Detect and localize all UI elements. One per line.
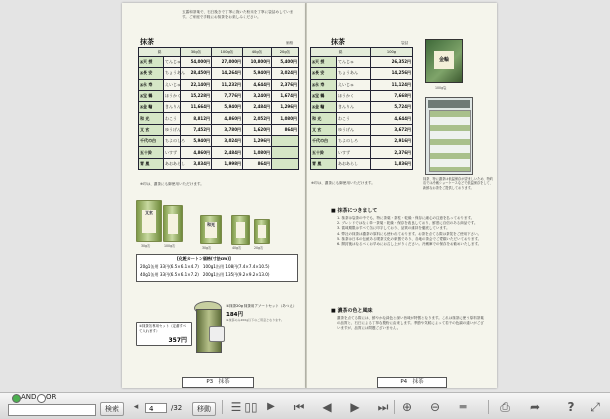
page4-table-note: ※印は、濃茶にも御使用いただけます。 [311,181,375,185]
price-cell: 22,140円 [181,79,212,90]
page3-price-table [138,47,299,170]
price-cell [272,147,299,158]
tea-yomi: きんりん [164,102,181,113]
set-left-label: ①抹茶缶専用セット（定番すべて入れます） [139,324,187,333]
table-row [311,102,413,113]
toolbar-separator [222,400,223,414]
tea-name [139,79,164,90]
header-cell: 100g [371,48,413,57]
koicha-mark: 茶 [140,71,144,76]
tea-name [139,147,164,158]
tea-name-text: 又 玄 [140,126,150,132]
can-label [168,214,178,234]
table-row [139,90,299,101]
zoom-in-icon[interactable]: ⊕ [401,400,413,414]
tea-name [311,57,337,68]
prev-spread-icon[interactable]: ◀ [322,400,332,414]
price-cell: 1,080円 [272,113,299,124]
price-cell: 7,776円 [212,90,243,101]
price-cell: 3,672円 [371,124,413,135]
koicha-mark: 茶 [312,94,316,99]
toc-icon[interactable]: ☰ [230,400,242,414]
price-cell: 3,024円 [212,136,243,147]
table-row [139,158,299,169]
price-cell: 4,860円 [181,147,212,158]
tea-yomi: ほうかく [164,90,181,101]
price-cell: 2,376円 [371,147,413,158]
tea-can-image [163,205,183,242]
tea-name [311,68,337,79]
tea-can-image [200,215,222,244]
tea-name [139,124,164,135]
zoom-slider-icon[interactable]: ▬ [458,402,468,412]
tea-yomi: ゆうげん [164,124,181,135]
page4-unit-note: 袋詰 [401,41,409,45]
table-row [139,136,299,147]
tea-name [311,79,337,90]
tea-name-text: 永 寿 [143,81,153,87]
price-cell: 3,834円 [181,158,212,169]
tea-yomi: てんじゅ [164,57,181,68]
price-cell: 1,620円 [243,124,272,135]
page4-title: 抹茶 [331,38,345,46]
price-cell: 3,780円 [212,124,243,135]
tea-name [139,113,164,124]
page3-title: 抹茶 [140,38,154,46]
section1-item: 5. 抹茶は日本の伝統ある喫茶文化の象徴であり、各地の茶会でご愛顧いただいております。 [337,236,482,241]
and-label: AND [21,393,37,401]
tea-name-text: 青 嵐 [312,160,322,166]
koicha-mark: 茶 [312,60,316,65]
fridge-top [428,100,470,108]
price-cell: 2,484円 [212,147,243,158]
table-row [311,158,413,169]
fridge-shelves [429,110,471,172]
section1-item: 4. 弊社の抹茶は濃茶の原料にも使われております。お茶を点てる際は茶筅をご使用下さい。 [337,231,482,236]
price-cell: 864円 [272,124,299,135]
tea-name-text: 和 光 [312,115,322,121]
tea-yomi: わこう [337,113,371,124]
table-row [311,113,413,124]
price-cell: 10,800円 [243,57,272,68]
tea-name [139,102,164,113]
page4-footer-label: P4 抹茶 [377,377,447,388]
set-tin-image [209,326,225,342]
price-cell: 864円 [243,158,272,169]
table-row [139,79,299,90]
tea-name-text: 金 輪 [315,104,325,110]
can-label [236,222,246,238]
koicha-mark: 茶 [312,82,316,87]
tea-yomi: ゆうげん [337,124,371,135]
table-row [311,147,413,158]
section1-item: 3. 賞味期限はすべて缶に印字しており、品質の維持を徹底しています。 [337,226,450,231]
price-cell: 14,264円 [212,68,243,79]
tea-yomi: あおあらし [337,158,371,169]
section1-list [337,216,489,247]
tea-name-text: 天 授 [315,59,325,65]
tea-yomi: きんりん [337,102,371,113]
tea-can-image [136,200,162,242]
price-cell: 7,668円 [371,90,413,101]
koicha-mark: 茶 [312,105,316,110]
can-caption: 30g缶 [202,246,212,250]
set-right-label: ①抹茶20g 抹茶用アソートセット（あつえ） [226,304,297,308]
tea-name-text: 金 輪 [143,104,153,110]
tea-yomi: ほうかく [337,90,371,101]
tea-name-text: 青 嵐 [140,160,150,166]
table-row [311,57,413,68]
price-cell: 5,940円 [243,68,272,79]
set-right-price: 184円 [226,311,243,318]
price-cell: 1,674円 [272,90,299,101]
price-cell: 5,940円 [212,102,243,113]
toolbar-separator [488,400,489,414]
price-cell: 54,000円 [181,57,212,68]
last-page-icon[interactable]: ⏭ [377,400,389,414]
page3-intro: 玉露和茶葉で、石臼挽きで丁寧に挽いた粉末を丁寧に袋詰めしています。ご家庭で手軽にお抹茶をお楽しみください。 [182,10,294,19]
page4-price-table [310,47,413,170]
section1-title: ■ 抹茶につきまして [331,208,378,214]
tea-yomi: ちよのしろ [164,136,181,147]
set-right-info [226,304,302,322]
tea-name-text: 宝 鶴 [143,93,153,99]
prev-page-icon[interactable]: ◂ [133,402,139,412]
price-cell: 5,940円 [181,136,212,147]
table-row [139,147,299,158]
page3-unit-note: 価格 [286,41,294,45]
showcase-fridge-image [425,97,473,175]
header-cell: 20g缶 [272,48,299,57]
page-number-input[interactable]: 4 [145,403,167,413]
carton-row: 20g1缶用 33円(6.5×6.1×4.7) 100g1缶用 108円(7.4×7.4×10.5) [140,264,270,269]
koicha-mark: 茶 [140,82,144,87]
header-cell: 銘 [311,48,371,57]
go-button[interactable]: 移動 [192,402,216,416]
set-right-note: ※抹茶のみ200g以下のご用意となります。 [226,317,284,322]
tea-yomi: あおあらし [164,158,181,169]
koicha-mark: 茶 [312,71,316,76]
tea-yomi: いすず [164,147,181,158]
tea-name-text: 長 安 [143,70,153,76]
fullscreen-icon[interactable]: ⤢ [590,400,600,414]
tea-yomi: ちょうあん [164,68,181,79]
header-cell: 100g缶 [212,48,243,57]
section1-item: 1. 抹茶は袋茶の中でも、特に茶葉・茶柱・乾燥・保存に細心の注意を払っております。 [337,216,475,220]
tea-name-text: 永 寿 [315,81,325,87]
table-row [139,57,299,68]
page3-table-note: ※印は、濃茶にも御使用いただけます。 [140,182,204,186]
tea-name [139,68,164,79]
tea-name-text: 五十鈴 [312,149,324,155]
section2-title: ■ 濃茶の色と風味 [331,308,373,314]
table-row [311,90,413,101]
tea-can-image [231,215,250,245]
table-row [311,68,413,79]
can-label: 又玄 [142,210,155,233]
help-icon[interactable]: ? [567,400,575,414]
price-cell: 1,296円 [243,136,272,147]
tea-name-text: 千代の白 [140,138,156,144]
table-row [139,124,299,135]
table-row [139,113,299,124]
set-left-box [136,322,192,346]
tea-yomi: えいじゅ [164,79,181,90]
and-radio[interactable] [12,394,21,403]
page-total: /32 [171,404,183,412]
price-cell: 1,080円 [243,147,272,158]
tea-name [311,136,337,147]
price-cell: 14,256円 [371,68,413,79]
section1-item: 2. ブレンドではなく単一茶葉・乾燥・保存を改良しており、鮮度に自信のある商品です。 [337,221,478,226]
tea-name [311,124,337,135]
tea-name [139,158,164,169]
tea-yomi: ちよのしろ [337,136,371,147]
price-cell: 11,664円 [181,102,212,113]
tea-name [139,90,164,101]
price-cell: 2,376円 [272,79,299,90]
package-label: 金輪 [434,51,454,69]
page3-footer-label: P3 抹茶 [182,377,254,388]
price-cell: 3,240円 [243,90,272,101]
price-cell: 8,812円 [181,113,212,124]
carton-price-box [136,254,298,282]
price-cell: 2,916円 [371,136,413,147]
tea-name [311,147,337,158]
price-cell: 5,400円 [272,57,299,68]
price-cell: 28,450円 [181,68,212,79]
tea-package-image [425,39,463,83]
tea-name-text: 天 授 [143,59,153,65]
price-cell: 1,296円 [272,102,299,113]
price-cell: 3,024円 [272,68,299,79]
table-row [311,124,413,135]
price-cell: 4,644円 [371,113,413,124]
koicha-mark: 茶 [140,94,144,99]
price-cell: 11,124円 [371,79,413,90]
can-caption: 20g缶 [254,246,264,250]
price-cell: 4,644円 [243,79,272,90]
tea-name-text: 長 安 [315,70,325,76]
tea-name [311,90,337,101]
price-cell [272,158,299,169]
search-button[interactable]: 検索 [100,402,124,416]
share-arrow-icon[interactable]: ➦ [529,400,541,414]
tea-name [311,102,337,113]
page-3 [122,3,306,388]
can-caption: 30g缶 [141,244,151,248]
first-page-icon[interactable]: ⏮ [293,400,305,414]
page-4 [306,3,497,388]
header-cell: 30g缶 [181,48,212,57]
tea-name-text: 五十鈴 [140,149,152,155]
play-icon[interactable]: ▶ [267,401,275,412]
price-cell: 1,836円 [371,158,413,169]
can-caption: 40g缶 [232,246,242,250]
zoom-out-icon[interactable]: ⊖ [429,400,441,414]
tea-name [139,136,164,147]
page3-table-header [139,48,299,57]
tea-name [139,57,164,68]
showcase-caption: 抹茶、特に濃茶は低温保存が望ましいため、特約店では冷蔵ショーケースなどで低温保存をして、新鮮なお茶をご提供しております。 [423,177,493,190]
next-spread-icon[interactable]: ▶ [350,400,360,414]
tea-yomi: いすず [337,147,371,158]
package-caption: 100g袋 [435,86,447,90]
table-row [139,68,299,79]
tea-yomi: ちょうあん [337,68,371,79]
price-cell: 7,452円 [181,124,212,135]
tea-name-text: 千代の白 [312,138,328,144]
price-cell: 5,724円 [371,102,413,113]
or-label: OR [46,393,57,401]
price-cell: 27,000円 [212,57,243,68]
section1-item: 6. 開封後はなるべくお早めにお召し上がりください。冷蔵庫での保存をお勧めいたします。 [337,242,482,247]
price-cell: 15,228円 [181,90,212,101]
set-left-price: 357円 [168,337,187,344]
section2-body: 濃茶を点てる際には、鮮やかな緑色と深い旨味が特徴となります。これは抹茶に使う原料茶葉の品質と、石臼による丁寧な製粉に由来します。季節や気候によって若干の色調の違いがございますが、品質には問題ございません。 [337,316,484,331]
page4-table-header [311,48,413,57]
tea-yomi: てんじゅ [337,57,371,68]
price-cell: 4,860円 [212,113,243,124]
price-cell: 11,232円 [212,79,243,90]
price-cell: 2,484円 [243,102,272,113]
price-cell: 26,352円 [371,57,413,68]
tea-name [311,158,337,169]
or-radio[interactable] [37,394,46,403]
table-row [311,136,413,147]
price-cell [272,136,299,147]
tea-can-image [254,219,270,244]
tea-name-text: 和 光 [140,115,150,121]
can-label [258,225,266,238]
toolbar-separator [394,400,395,414]
table-row [139,102,299,113]
koicha-mark: 茶 [140,105,144,110]
table-row [311,79,413,90]
header-cell: 40g缶 [243,48,272,57]
tea-yomi: わこう [164,113,181,124]
tea-name [311,113,337,124]
tea-name-text: 宝 鶴 [315,93,325,99]
header-cell: 銘 [139,48,181,57]
price-cell: 1,998円 [212,158,243,169]
tea-yomi: えいじゅ [337,79,371,90]
print-icon[interactable]: ⎙ [500,400,510,414]
carton-title: [化粧カートン価格(寸法cm)] [177,256,231,261]
price-cell: 2,052円 [243,113,272,124]
koicha-mark: 茶 [140,60,144,65]
search-input[interactable] [8,404,96,416]
can-caption: 100g缶 [164,244,176,248]
carton-row: 40g1缶用 33円(6.5×6.1×7.2) 200g1缶用 135円(9.2×9.2×13.0) [140,272,270,277]
tea-name-text: 又 玄 [312,126,322,132]
open-book-icon[interactable]: ▯▯ [244,400,258,414]
can-label: 和光 [205,222,216,238]
